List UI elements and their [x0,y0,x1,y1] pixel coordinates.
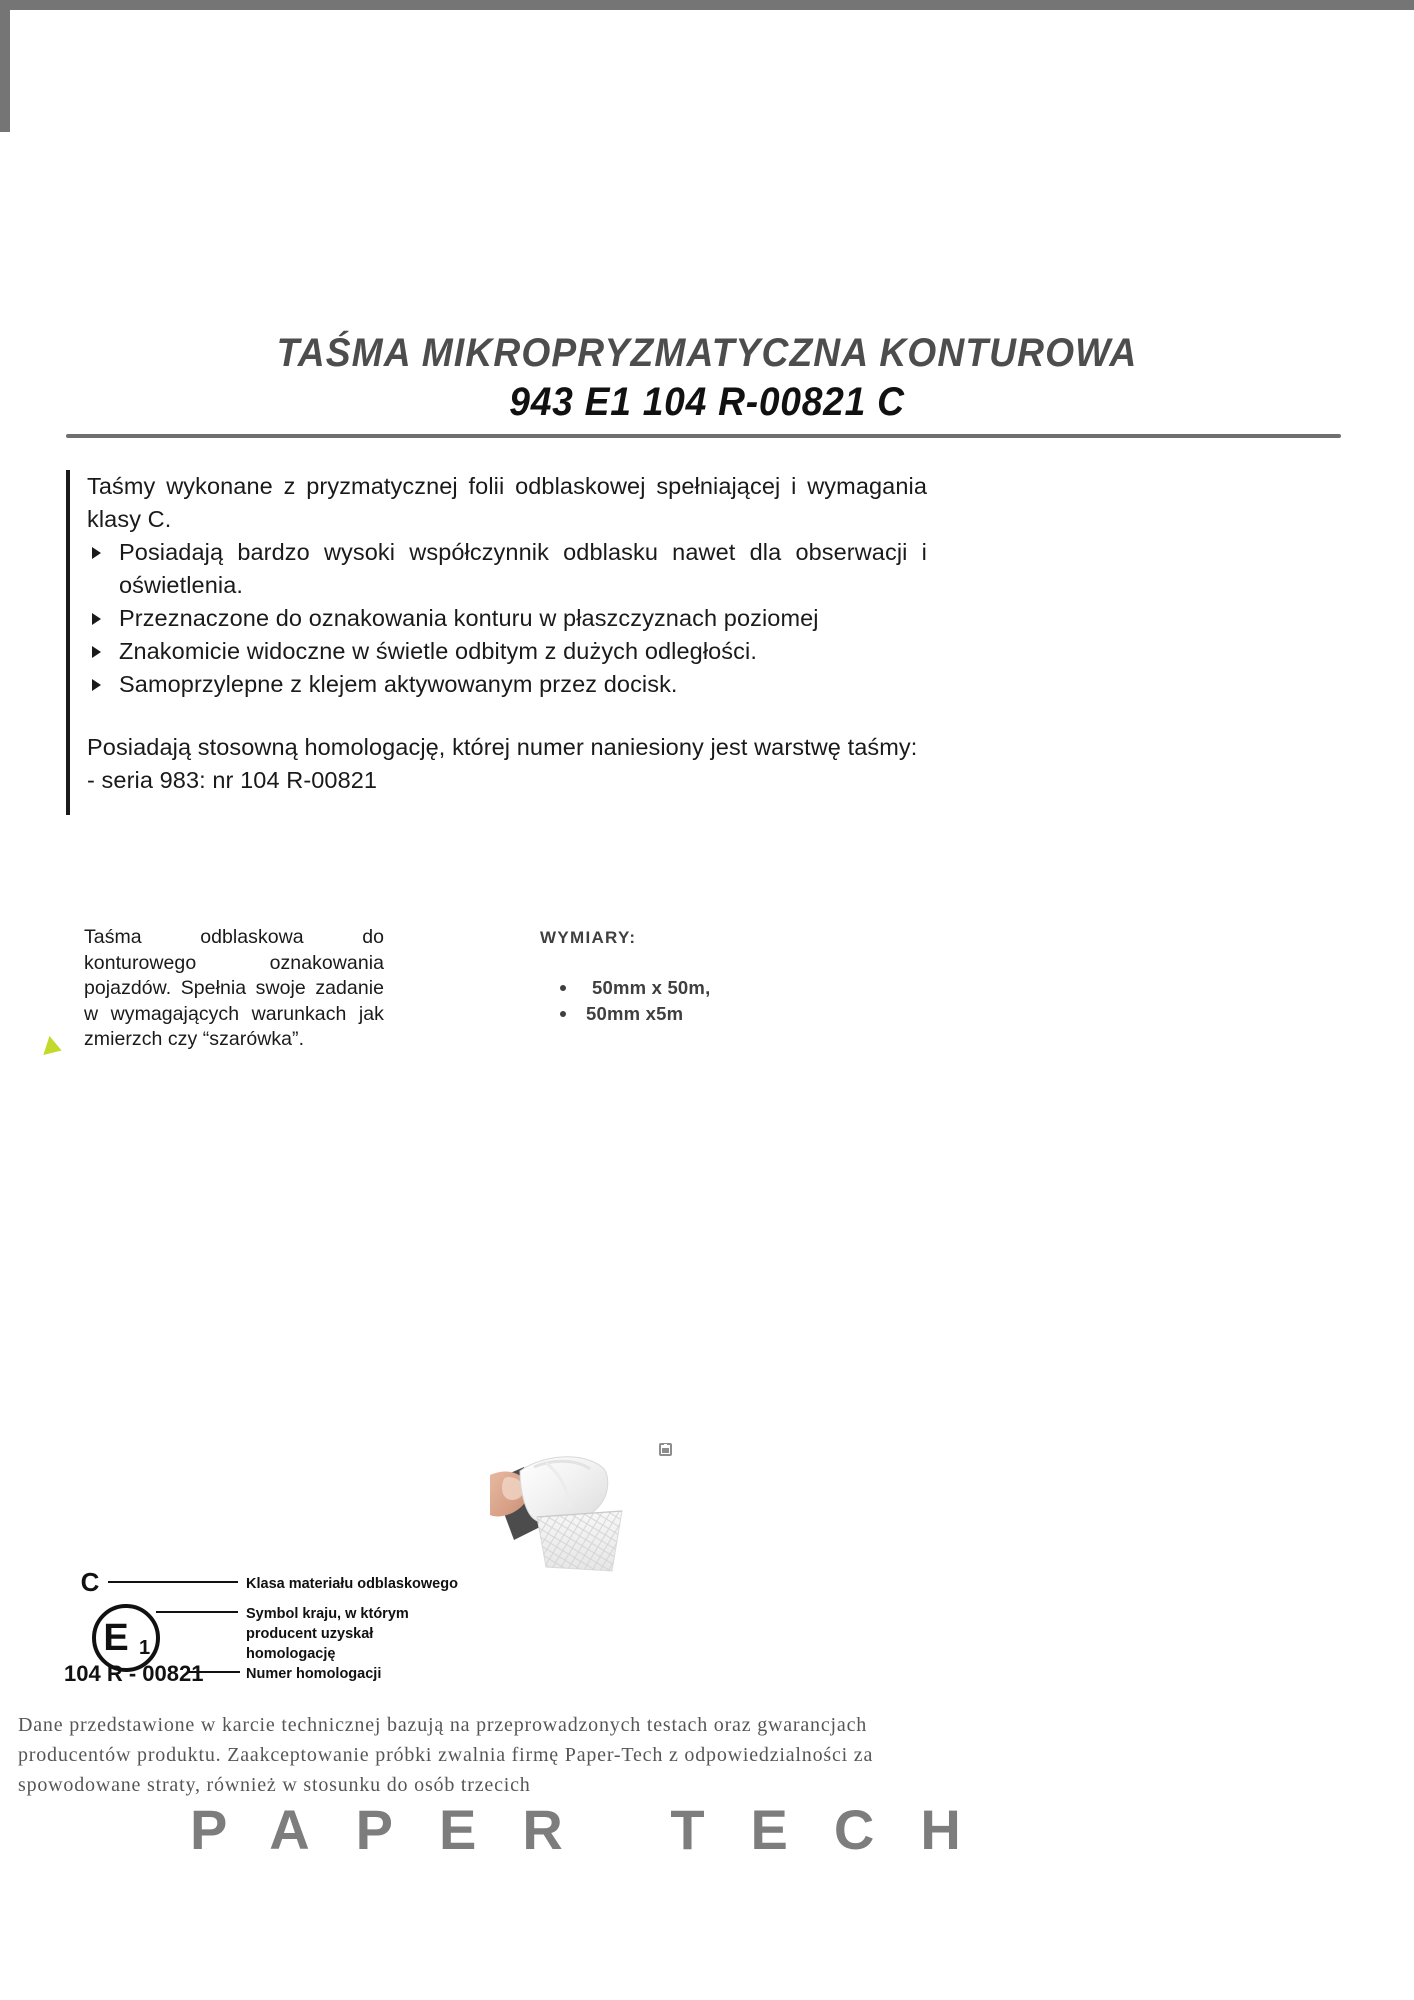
label-class: Klasa materiału odblaskowego [246,1576,458,1592]
description-block [66,470,927,815]
dimension-item [540,975,870,1001]
feature-item [87,668,927,701]
feature-item-label: Znakomicie widoczne w świetle odbitym z dużych odległości. [119,638,757,664]
feature-list [87,536,927,701]
bottom-wordmark-text: PAPER TECH [190,1798,1007,1861]
feature-item-label: Przeznaczone do oznakowania konturu w płaszczyznach poziomej [119,605,819,631]
bottom-wordmark-cropped [190,1798,1240,1861]
triangle-bullet-icon [92,679,101,691]
product-photo [490,1445,652,1593]
feature-item [87,635,927,668]
label-number: Numer homologacji [246,1666,382,1682]
left-frame-bar [0,0,10,132]
feature-item-label: Samoprzylepne z klejem aktywowanym przez docisk. [119,671,678,697]
top-frame-bar [0,0,1414,10]
feature-item [87,536,927,602]
dimensions-list [540,975,870,1027]
dimensions-block [540,928,870,1027]
spacer [87,701,927,731]
broken-image-placeholder-icon [659,1443,672,1456]
feature-item [87,602,927,635]
dimensions-heading: WYMIARY: [540,928,637,947]
triangle-bullet-icon [92,547,101,559]
title-divider [66,434,1341,438]
product-description-text: Taśma odblaskowa do konturowego oznakowania pojazdów. Spełnia swoje zadanie w wymagających warunkach jak zmierzch czy “szarówka”. [84,926,384,1050]
homologation-mark-diagram [60,1550,480,1695]
dimension-label: 50mm x5m [586,1003,684,1024]
page-title-line-2: 943 E1 104 R-00821 C [509,380,905,425]
page-title [0,330,1414,426]
description-intro: Taśmy wykonane z pryzmatycznej folii odblaskowej spełniającej i wymagania klasy C. [87,473,927,532]
page-title-line-1: TAŚMA MIKROPRYZMATYCZNA KONTUROWA [276,331,1138,375]
e-mark-subscript: 1 [139,1637,151,1659]
e-mark-letter: E [103,1617,129,1659]
dot-bullet-icon [560,985,566,991]
dimension-label: 50mm x 50m, [592,977,711,998]
footer-disclaimer: Dane przedstawione w karcie technicznej bazują na przeprowadzonych testach oraz gwarancjach producentów produktu. Zaakceptowanie próbki zwalnia firmę Paper-Tech z odpowiedzialności za spowodowane straty, również w stosunku do osób trzecich [18,1714,874,1796]
triangle-bullet-icon [92,646,101,658]
dot-bullet-icon [560,1011,566,1017]
triangle-bullet-icon [92,613,101,625]
label-country-1: Symbol kraju, w którym [246,1606,409,1622]
label-country-2: producent uzyskał [246,1626,374,1642]
series-line: - seria 983: nr 104 R-00821 [87,767,378,793]
homologation-note: Posiadają stosowną homologację, której numer naniesiony jest warstwę taśmy: [87,734,918,760]
dimension-item [540,1001,870,1027]
class-letter: C [80,1567,100,1597]
approval-number: 104 R - 00821 [64,1661,204,1686]
label-country-3: homologację [246,1646,336,1662]
feature-item-label: Posiadają bardzo wysoki współczynnik odblasku nawet dla obserwacji i oświetlenia. [119,539,927,598]
green-arrow-icon [43,1036,64,1060]
